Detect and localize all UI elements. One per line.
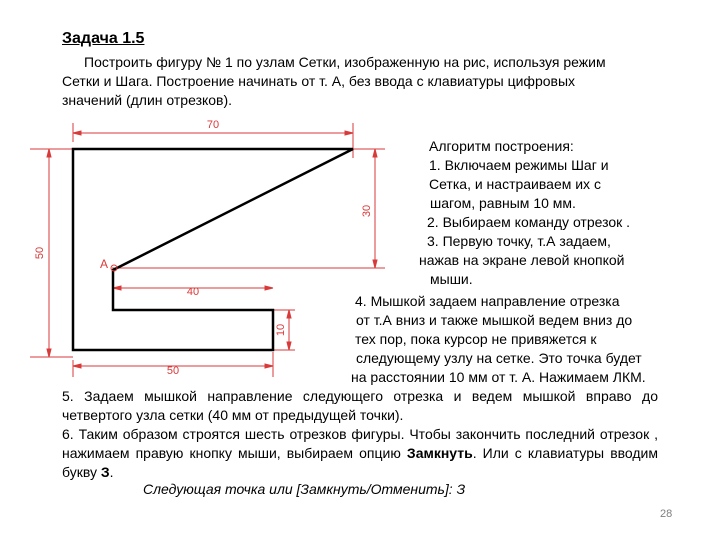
algorithm-heading: Алгоритм построения: bbox=[429, 138, 574, 154]
figure-outline bbox=[73, 149, 353, 350]
algorithm-line: мыши. bbox=[430, 271, 473, 287]
command-prompt-text: Следующая точка или [Замкнуть/Отменить]: З bbox=[143, 481, 466, 497]
point-a-label: A bbox=[100, 257, 109, 271]
algorithm-line: 4. Мышкой задаем направление отрезка bbox=[355, 293, 620, 309]
algorithm-line: шагом, равным 10 мм. bbox=[430, 195, 576, 211]
step-6-mid: . Или с клавиатуры вводим букву bbox=[62, 445, 659, 480]
algorithm-line: нажав на экране левой кнопкой bbox=[419, 252, 625, 268]
algorithm-line: следующему узлу на сетке. Это точка будет bbox=[356, 350, 642, 366]
page-title: Задача 1.5 bbox=[62, 30, 145, 47]
algorithm-line: Сетка, и настраиваем их с bbox=[429, 176, 601, 192]
step-6-end: . bbox=[109, 464, 114, 480]
dimension-lines bbox=[47, 131, 377, 368]
step-5-text: 5. Задаем мышкой направление следующего отрезка и ведем мышкой вправо до четвертого узла сетки (40 мм от предыдущей точки). bbox=[62, 388, 658, 423]
dimension-label-mid: 40 bbox=[186, 286, 200, 298]
algorithm-line: от т.А вниз и также мышкой ведем вниз до bbox=[356, 312, 633, 328]
dimension-label-top: 70 bbox=[206, 119, 220, 131]
algorithm-line: 2. Выбираем команду отрезок . bbox=[427, 214, 631, 230]
option-close-bold: Замкнуть bbox=[406, 445, 473, 461]
algorithm-line: тех пор, пока курсор не привяжется к bbox=[355, 331, 597, 347]
dimension-label-left: 50 bbox=[34, 246, 46, 260]
letter-z-bold: З bbox=[100, 464, 110, 480]
algorithm-line: 1. Включаем режимы Шаг и bbox=[429, 157, 609, 173]
dimension-label-right: 30 bbox=[361, 204, 373, 218]
intro-line-1: Построить фигуру № 1 по узлам Сетки, изображенную на рис, используя режим bbox=[84, 54, 606, 70]
step-6-start: 6. Таким образом строятся шесть отрезков фигуры. Чтобы закончить последний отрезок , нажимаем правую кнопку мыши, выбираем опцию bbox=[62, 426, 658, 461]
page-number: 28 bbox=[660, 508, 673, 520]
intro-line-2: Сетки и Шага. Построение начинать от т. А, без ввода с клавиатуры цифровых bbox=[62, 73, 576, 89]
step-6-text bbox=[62, 425, 658, 482]
algorithm-line: на расстоянии 10 мм от т. А. Нажимаем ЛКМ. bbox=[351, 369, 646, 385]
dimension-label-bottom: 50 bbox=[166, 365, 180, 377]
continuation-text bbox=[62, 387, 658, 482]
dimension-label-notch: 10 bbox=[275, 323, 287, 337]
intro-line-3: значений (длин отрезков). bbox=[62, 92, 233, 108]
algorithm-line: 3. Первую точку, т.А задаем, bbox=[427, 233, 611, 249]
